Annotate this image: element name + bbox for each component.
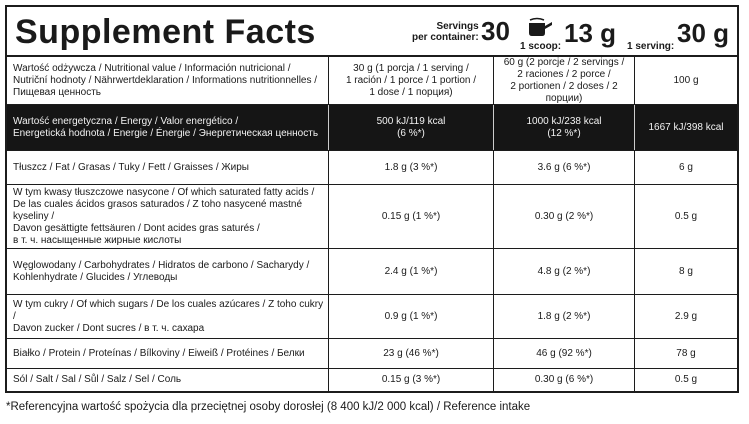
row-value-per-serving: 0.15 g (3 %*) — [381, 374, 441, 385]
scoop-label: 1 scoop: — [520, 41, 562, 52]
row-value-per-100g: 0.5 g — [674, 374, 698, 385]
row-value-per-serving: 30 g (1 porcja / 1 serving / 1 ración / 1 porce / 1 portion / 1 dose / 1 порция) — [345, 62, 477, 98]
row-value-per-100g: 78 g — [676, 347, 696, 359]
table-row-salt — [7, 369, 737, 391]
row-value-per-two-servings: 0.30 g (2 %*) — [534, 210, 594, 222]
row-value-per-serving: 2.4 g (1 %*) — [384, 265, 438, 277]
row-value-per-two-servings: 0.30 g (6 %*) — [534, 374, 594, 385]
reference-intake-footnote: *Referencyjna wartość spożycia dla przeciętnej osoby dorosłej (8 400 kJ/2 000 kcal) / Reference intake — [6, 401, 531, 413]
table-row-protein — [7, 339, 737, 369]
serving-value: 30 g — [677, 18, 730, 48]
row-value-per-100g: 1667 kJ/398 kcal — [648, 121, 724, 133]
table-row-carbohydrates — [7, 249, 737, 295]
row-value-per-two-servings: 46 g (92 %*) — [536, 347, 592, 359]
row-value-per-serving: 23 g (46 %*) — [383, 347, 439, 359]
row-value-per-two-servings: 60 g (2 porcje / 2 servings / 2 raciones / 2 porce / 2 portionen / 2 doses / 2 порции) — [503, 56, 625, 104]
row-value-per-serving: 500 kJ/119 kcal (6 %*) — [376, 115, 446, 139]
row-value-per-100g: 6 g — [679, 161, 693, 173]
row-value-per-100g: 0.5 g — [674, 210, 698, 222]
row-value-per-100g: 2.9 g — [674, 310, 698, 322]
row-label: Węglowodany / Carbohydrates / Hidratos de carbono / Sacharydy / Kohlenhydrate / Glucides / Углеводы — [13, 259, 310, 283]
table-row-nutritional-value — [7, 57, 737, 105]
table-row-energy — [7, 105, 737, 151]
row-value-per-serving: 0.9 g (1 %*) — [384, 310, 438, 322]
row-value-per-serving: 1.8 g (3 %*) — [384, 161, 438, 173]
row-value-per-two-servings: 1.8 g (2 %*) — [537, 310, 591, 322]
table-row-saturated-fat — [7, 185, 737, 249]
table-row-fat — [7, 151, 737, 185]
row-value-per-two-servings: 1000 kJ/238 kcal (12 %*) — [526, 115, 602, 139]
row-value-per-serving: 0.15 g (1 %*) — [381, 210, 441, 222]
row-label: Wartość energetyczna / Energy / Valor energético / Energetická hodnota / Energie / Énergie / Энергетическая ценность — [13, 115, 319, 139]
row-label: Sól / Salt / Sal / Sůl / Salz / Sel / Соль — [13, 374, 182, 385]
row-label: Tłuszcz / Fat / Grasas / Tuky / Fett / Graisses / Жиры — [13, 161, 249, 173]
row-label: Białko / Protein / Proteínas / Bílkoviny / Eiweiß / Protéines / Белки — [13, 347, 305, 359]
row-label: W tym cukry / Of which sugars / De los cuales azúcares / Z toho cukry / Davon zucker / Dont sucres / в т. ч. сахара — [13, 298, 324, 334]
scoop-icon — [527, 17, 553, 37]
servings-per-container-label: Servings per container: — [412, 21, 479, 43]
panel-title: Supplement Facts — [15, 13, 316, 51]
serving-label: 1 serving: — [627, 41, 675, 52]
scoop-value: 13 g — [564, 18, 617, 48]
row-value-per-two-servings: 4.8 g (2 %*) — [537, 265, 591, 277]
servings-per-container-value: 30 — [481, 16, 510, 46]
panel-header — [7, 7, 737, 57]
table-row-sugars — [7, 295, 737, 339]
row-value-per-100g: 8 g — [679, 265, 693, 277]
row-label: W tym kwasy tłuszczowe nasycone / Of which saturated fatty acids / De las cuales ácidos grasos saturados / Z toho nasycené mastné kyseliny / Davon gesättigte fettsäuren / Dont acides gras saturés / в т. ч. насыщенные жирные кислоты — [13, 186, 315, 246]
supplement-facts-panel — [5, 5, 739, 393]
row-label: Wartość odżywcza / Nutritional value / Información nutricional / Nutriční hodnoty / Nährwertdeklaration / Informations nutritionnelles / Пищевая ценность — [13, 62, 318, 98]
row-value-per-100g: 100 g — [673, 74, 699, 86]
row-value-per-two-servings: 3.6 g (6 %*) — [537, 161, 591, 173]
